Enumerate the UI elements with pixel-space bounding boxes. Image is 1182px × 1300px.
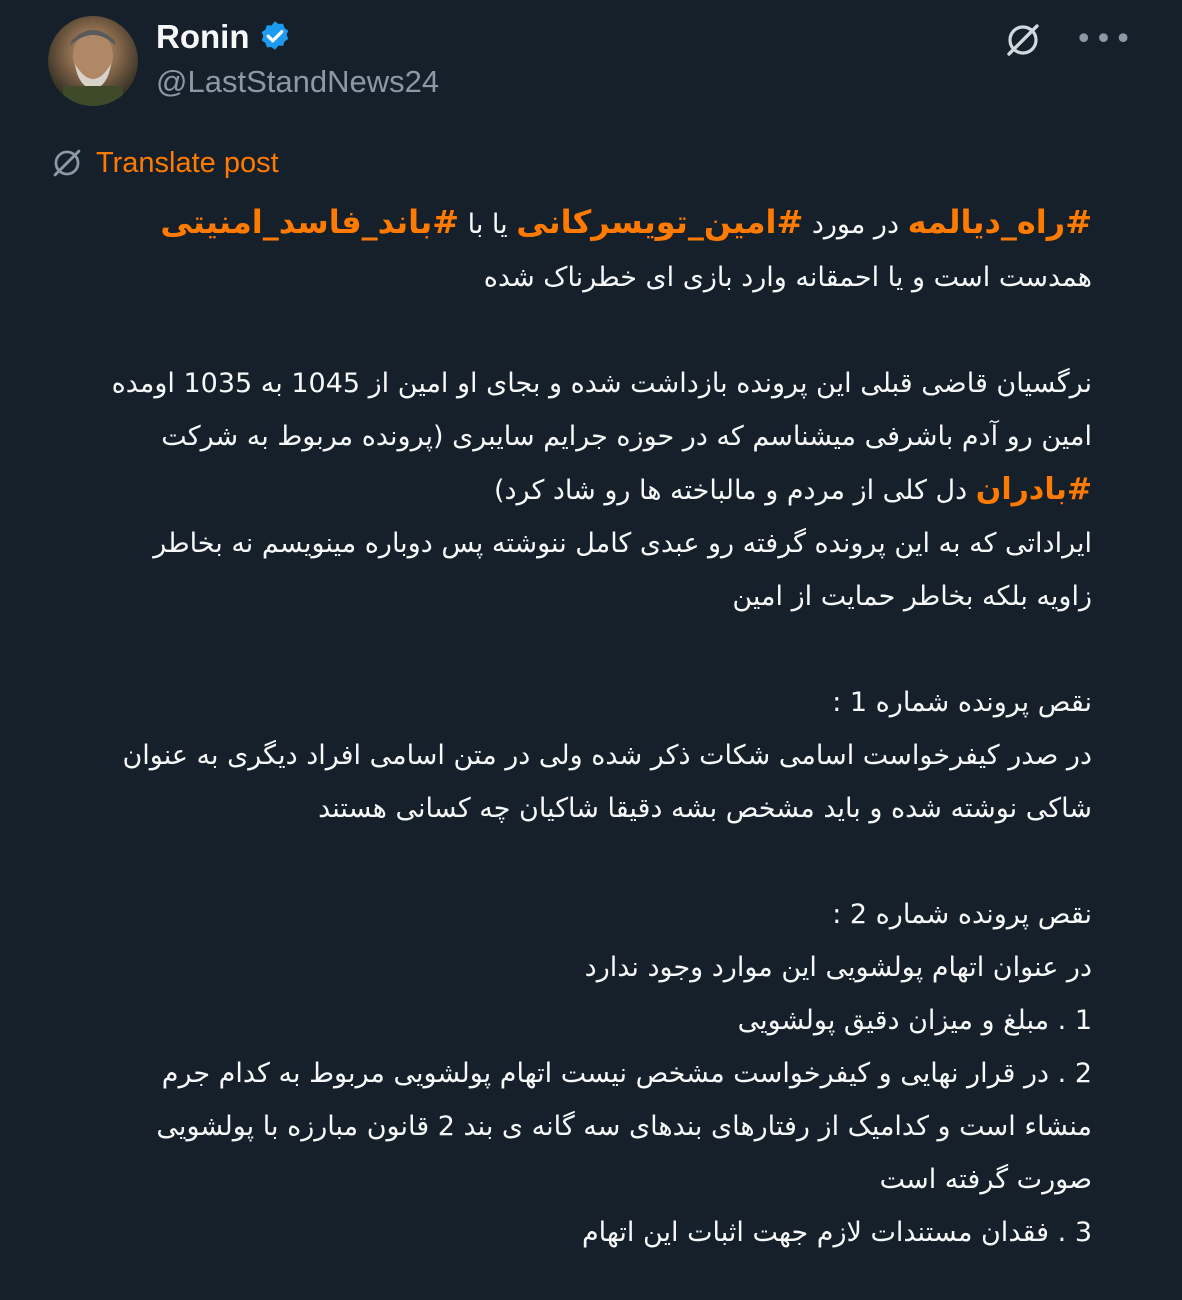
post-line-10: شاکی نوشته شده و باید مشخص بشه دقیقا شاکیان چه کسانی هستند bbox=[318, 793, 1092, 824]
post-line-8: نقص پرونده شماره 1 : bbox=[832, 687, 1092, 718]
author-handle[interactable]: @LastStandNews24 bbox=[156, 64, 440, 99]
grok-button[interactable] bbox=[1003, 20, 1043, 60]
post-text bbox=[40, 196, 1092, 1259]
translate-post-label: Translate post bbox=[96, 146, 279, 179]
post-line-14: 2 . در قرار نهایی و کیفرخواست مشخص نیست اتهام پولشویی مربوط به کدام جرم bbox=[161, 1058, 1092, 1089]
hashtag-link[interactable]: #راه_دیالمه bbox=[907, 203, 1092, 241]
blank-line bbox=[40, 304, 1092, 357]
post-text-fragment: یا با bbox=[459, 209, 517, 240]
post-actions bbox=[1003, 20, 1134, 60]
hashtag-link[interactable]: #بادران bbox=[975, 472, 1092, 507]
post-line-17: 3 . فقدان مستندات لازم جهت اثبات این اتهام bbox=[581, 1217, 1092, 1248]
post-line-12: در عنوان اتهام پولشویی این موارد وجود ندارد bbox=[584, 952, 1092, 983]
post-line-7: زاویه بلکه بخاطر حمایت از امین bbox=[732, 581, 1092, 612]
post-line-15: منشاء است و کدامیک از رفتارهای بندهای سه گانه ی بند 2 قانون مبارزه با پولشویی bbox=[156, 1111, 1092, 1142]
translate-icon bbox=[50, 146, 84, 180]
translate-post-link[interactable] bbox=[50, 146, 279, 180]
avatar[interactable] bbox=[48, 16, 138, 106]
author-name-row bbox=[156, 18, 293, 56]
author-name[interactable]: Ronin bbox=[156, 18, 250, 55]
post-line-4: امین رو آدم باشرفی میشناسم که در حوزه جرایم سایبری (پرونده مربوط به شرکت bbox=[161, 421, 1092, 452]
post-line-9: در صدر کیفرخواست اسامی شکات ذکر شده ولی در متن اسامی افراد دیگری به عنوان bbox=[122, 740, 1092, 771]
post-line-6: ایراداتی که به این پرونده گرفته رو عبدی کامل ننوشته پس دوباره مینویسم نه بخاطر bbox=[153, 528, 1092, 559]
post-text-fragment: در مورد bbox=[803, 209, 908, 240]
hashtag-link[interactable]: #باند_فاسد_امنیتی bbox=[160, 203, 460, 241]
post-line-13: 1 . مبلغ و میزان دقیق پولشویی bbox=[737, 1005, 1092, 1036]
post-line-16: صورت گرفته است bbox=[879, 1164, 1092, 1195]
post-line-3: نرگسیان قاضی قبلی این پرونده بازداشت شده و بجای او امین از 1045 به 1035 اومده bbox=[111, 368, 1092, 399]
post-line-2: همدست است و یا احمقانه وارد بازی ای خطرناک شده bbox=[483, 262, 1092, 293]
post-line-1 bbox=[40, 196, 1092, 251]
avatar-portrait bbox=[48, 16, 138, 106]
blank-line bbox=[40, 623, 1092, 676]
more-button[interactable] bbox=[1074, 22, 1134, 57]
post-line-11: نقص پرونده شماره 2 : bbox=[832, 899, 1092, 930]
more-icon: ••• bbox=[1074, 22, 1134, 57]
grok-icon bbox=[1003, 20, 1043, 60]
verified-badge-icon bbox=[257, 19, 293, 55]
blank-line bbox=[40, 835, 1092, 888]
hashtag-link[interactable]: #امین_تویسرکانی bbox=[516, 203, 804, 241]
post-line-5 bbox=[40, 463, 1092, 517]
post-text-fragment: دل کلی از مردم و مالباخته ها رو شاد کرد) bbox=[493, 475, 976, 506]
